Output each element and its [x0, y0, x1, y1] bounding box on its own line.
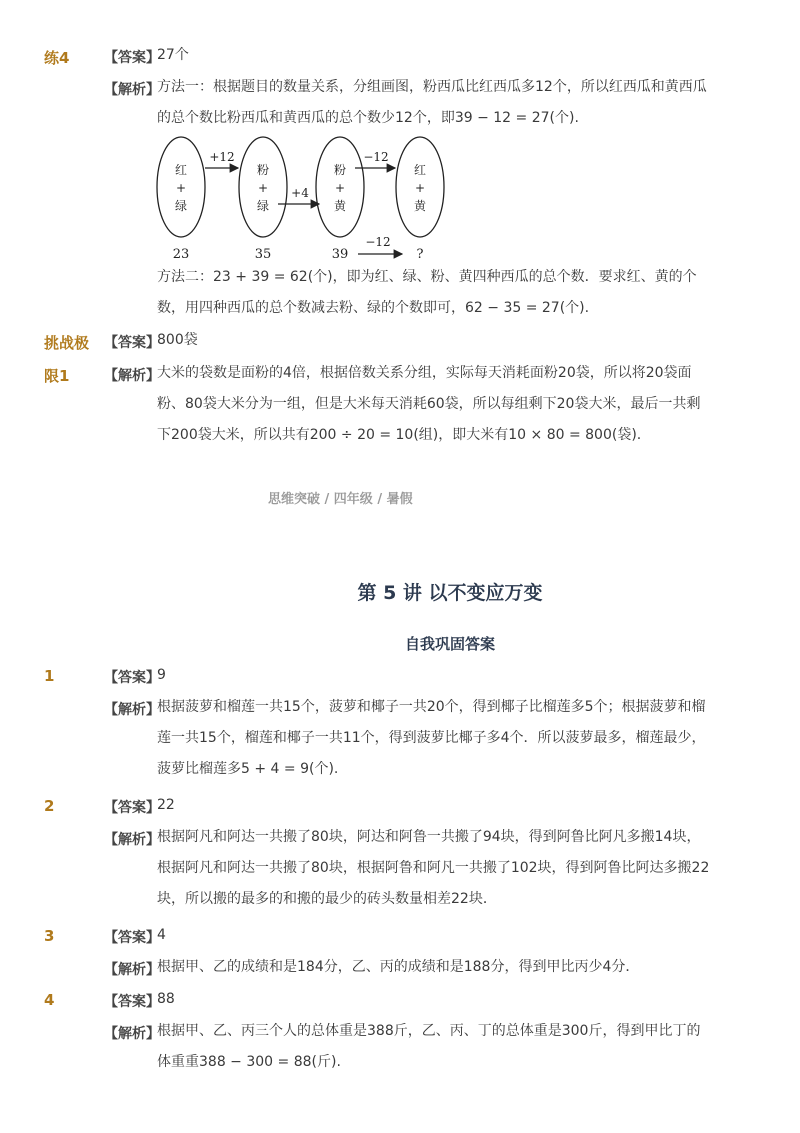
ellipse-mid-text: + [334, 181, 346, 195]
ellipse-value: 35 [254, 247, 272, 262]
analysis-tag: 【解析】 [104, 82, 160, 98]
analysis-tag: 【解析】 [104, 1026, 160, 1042]
analysis-line: 数，用四种西瓜的总个数减去粉、绿的个数即可，62 − 35 = 27(个). [157, 300, 590, 316]
ellipse-value: 39 [331, 247, 349, 262]
answer-value: 4 [157, 927, 166, 943]
challenge-label-line2: 限1 [44, 367, 70, 385]
answer-value: 22 [157, 797, 175, 813]
item-number: 4 [44, 991, 55, 1009]
analysis-line: 根据阿凡和阿达一共搬了80块，阿达和阿鲁一共搬了94块，得到阿鲁比阿凡多搬14块， [157, 829, 701, 845]
analysis-line: 莲一共15个，榴莲和椰子一共11个，得到菠萝比椰子多4个．所以菠萝最多，榴莲最少， [157, 730, 706, 746]
exercise-label: 练4 [44, 49, 70, 67]
answer-value: 88 [157, 991, 175, 1007]
watermelon-diagram [150, 136, 460, 264]
analysis-line: 方法二：23 + 39 = 62(个)，即为红、绿、粉、黄四种西瓜的总个数．要求红、黄的个 [157, 269, 697, 285]
analysis-line: 根据阿凡和阿达一共搬了80块，根据阿鲁和阿凡一共搬了102块，得到阿鲁比阿达多搬22 [157, 860, 710, 876]
section-subtitle: 自我巩固答案 [404, 635, 495, 653]
analysis-line: 根据菠萝和榴莲一共15个，菠萝和椰子一共20个，得到椰子比榴莲多5个；根据菠萝和榴 [157, 699, 706, 715]
analysis-text [157, 952, 639, 983]
arrow-label: +4 [291, 186, 309, 200]
analysis-line: 粉、80袋大米分为一组，但是大米每天消耗60袋，所以每组剩下20袋大米，最后一共剩 [157, 396, 701, 412]
analysis-text [157, 1016, 700, 1078]
item-number: 2 [44, 797, 55, 815]
answer-value: 9 [157, 667, 166, 683]
arrow-label: −12 [365, 235, 391, 249]
ellipse-mid-text: + [257, 181, 269, 195]
analysis-tag: 【解析】 [104, 962, 160, 978]
analysis-line: 方法一：根据题目的数量关系，分组画图，粉西瓜比红西瓜多12个，所以红西瓜和黄西瓜 [157, 79, 707, 95]
analysis-text [157, 72, 707, 134]
ellipse-bottom-text: 黄 [333, 199, 347, 213]
arrow-label: −12 [363, 150, 389, 164]
analysis-line: 的总个数比粉西瓜和黄西瓜的总个数少12个，即39 − 12 = 27(个). [157, 110, 579, 126]
ellipse-mid-text: + [414, 181, 426, 195]
item-number: 3 [44, 927, 55, 945]
challenge-label-line1: 挑战极 [44, 334, 90, 352]
answer-value: 27个 [157, 47, 189, 63]
ellipse-bottom-text: 绿 [174, 199, 188, 213]
ellipse-bottom-text: 绿 [256, 199, 270, 213]
analysis-line: 根据甲、乙、丙三个人的总体重是388斤，乙、丙、丁的总体重是300斤，得到甲比丁的 [157, 1023, 701, 1039]
ellipse-value: ? [416, 247, 424, 262]
analysis-line: 体重重388 − 300 = 88(斤). [157, 1054, 341, 1070]
analysis-text [157, 262, 697, 324]
ellipse-top-text: 粉 [256, 163, 270, 177]
analysis-tag: 【解析】 [104, 702, 160, 718]
analysis-line: 块，所以搬的最多的和搬的最少的砖头数量相差22块． [157, 891, 497, 907]
analysis-line: 大米的袋数是面粉的4倍，根据倍数关系分组，实际每天消耗面粉20袋，所以将20袋面 [157, 365, 692, 381]
answer-tag: 【答案】 [104, 800, 160, 816]
analysis-tag: 【解析】 [104, 368, 160, 384]
analysis-line: 菠萝比榴莲多5 + 4 = 9(个). [157, 761, 339, 777]
answer-tag: 【答案】 [104, 50, 160, 66]
ellipse-value: 23 [172, 247, 190, 262]
item-number: 1 [44, 667, 55, 685]
answer-tag: 【答案】 [104, 930, 160, 946]
analysis-text [157, 358, 700, 451]
analysis-line: 根据甲、乙的成绩和是184分，乙、丙的成绩和是188分，得到甲比丙少4分． [157, 959, 640, 975]
answer-value: 800袋 [157, 332, 198, 348]
ellipse-top-text: 粉 [333, 163, 347, 177]
analysis-text [157, 692, 706, 785]
analysis-text [157, 822, 709, 915]
analysis-tag: 【解析】 [104, 832, 160, 848]
answer-tag: 【答案】 [104, 994, 160, 1010]
arrow-label: +12 [209, 150, 235, 164]
ellipse-mid-text: + [175, 181, 187, 195]
ellipse-top-text: 红 [413, 163, 427, 177]
answer-tag: 【答案】 [104, 335, 160, 351]
ellipse-top-text: 红 [174, 163, 188, 177]
page-footer: 思维突破 / 四年级 / 暑假 [268, 492, 413, 507]
answer-tag: 【答案】 [104, 670, 160, 686]
lecture-title: 第 5 讲 以不变应万变 [357, 582, 543, 604]
ellipse-bottom-text: 黄 [413, 199, 427, 213]
analysis-line: 下200袋大米，所以共有200 ÷ 20 = 10(组)，即大米有10 × 80 = 800(袋). [157, 427, 642, 443]
